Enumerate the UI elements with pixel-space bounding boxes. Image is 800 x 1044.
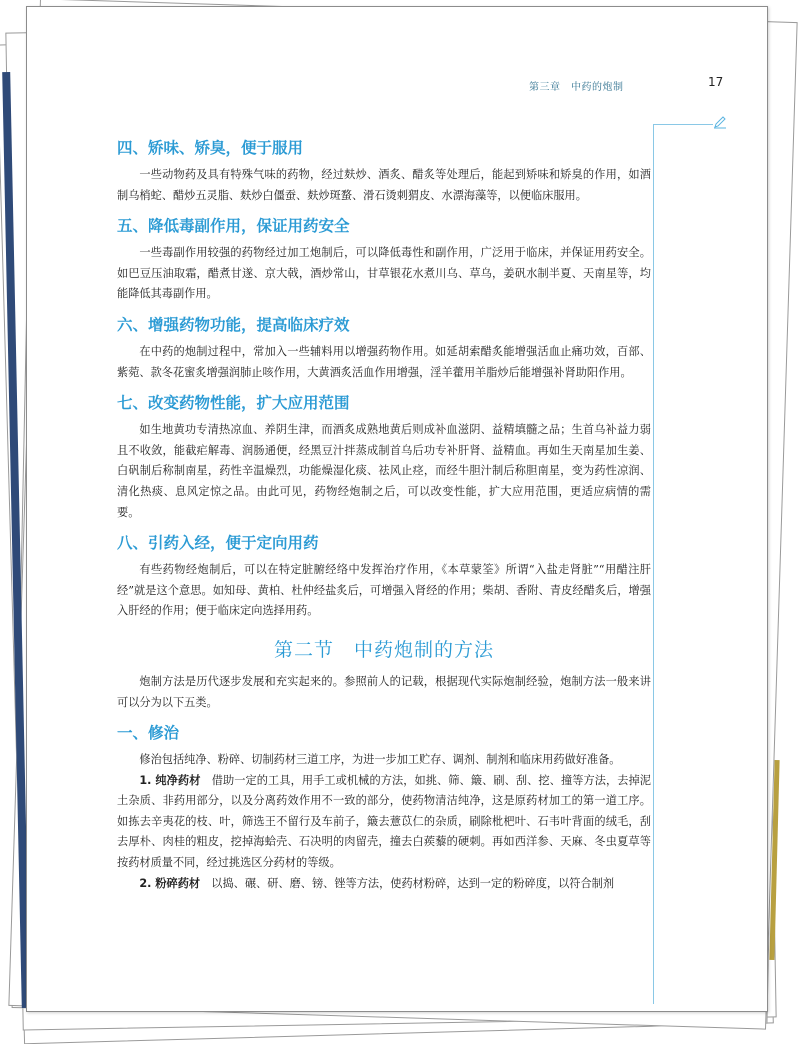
subsection-intro-paragraph: 修治包括纯净、粉碎、切制药材三道工序，为进一步加工贮存、调剂、制剂和临床用药做好准备。 bbox=[139, 753, 621, 767]
section-paragraph: 有些药物经炮制后，可以在特定脏腑经络中发挥治疗作用，《本草蒙筌》所谓“入盐走肾脏”“用醋注肝经”就是这个意思。如知母、黄柏、杜仲经盐炙后，可增强入肾经的作用；柴胡、香附、青皮经醋炙后，增强入肝经的作用；便于临床定向选择用药。 bbox=[117, 563, 651, 618]
pen-icon bbox=[713, 115, 727, 129]
running-header-title: 第三章 中药的炮制 bbox=[529, 82, 624, 93]
section-paragraph: 一些毒副作用较强的药物经过加工炮制后，可以降低毒性和副作用，广泛用于临床，并保证用药安全。如巴豆压油取霜，醋煮甘遂、京大戟，酒炒常山，甘草银花水煮川乌、草乌，姜矾水制半夏、天南星等，均能降低其毒副作用。 bbox=[117, 246, 651, 301]
numbered-item-label: 1. 纯净药材 bbox=[139, 773, 201, 787]
chapter-section-title: 第二节 中药炮制的方法 bbox=[273, 638, 494, 661]
numbered-item-text: 以捣、碾、研、磨、镑、锉等方法，使药材粉碎，达到一定的粉碎度，以符合制剂 bbox=[211, 876, 615, 890]
margin-rule-horizontal bbox=[653, 124, 713, 125]
numbered-item bbox=[117, 771, 651, 874]
section-paragraph: 如生地黄功专清热凉血、养阴生津，而酒炙成熟地黄后则成补血滋阴、益精填髓之品；生首乌补益力弱且不收敛，能截疟解毒、润肠通便，经黑豆汁拌蒸成制首乌后功专补肝肾、益精血。再如生天南星加生姜、白矾制后称制南星，药性辛温燥烈，功能燥湿化痰、祛风止痉，而经牛胆汁制后称胆南星，变为药性凉润、清化热痰、息风定惊之品。由此可见，药物经炮制之后，可以改变性能，扩大应用范围，更适应病情的需要。 bbox=[117, 423, 651, 519]
numbered-item-label: 2. 粉碎药材 bbox=[139, 876, 201, 890]
section-heading: 五、降低毒副作用，保证用药安全 bbox=[117, 217, 350, 236]
page-number: 17 bbox=[708, 75, 724, 89]
section-heading: 六、增强药物功能，提高临床疗效 bbox=[117, 315, 350, 334]
section-paragraph: 在中药的炮制过程中，常加入一些辅料用以增强药物作用。如延胡索醋炙能增强活血止痛功效，百部、紫菀、款冬花蜜炙增强润肺止咳作用，大黄酒炙活血作用增强，淫羊藿用羊脂炒后能增强补肾助阳作用。 bbox=[117, 344, 651, 379]
section-heading: 四、矫味、矫臭，便于服用 bbox=[117, 139, 304, 157]
margin-rule-vertical bbox=[653, 124, 654, 1004]
numbered-item bbox=[117, 874, 651, 895]
section-heading: 七、改变药物性能，扩大应用范围 bbox=[117, 394, 350, 413]
section-heading: 八、引药入经，便于定向用药 bbox=[117, 534, 319, 553]
section-paragraph: 一些动物药及具有特殊气味的药物，经过麸炒、酒炙、醋炙等处理后，能起到矫味和矫臭的作用，如酒制乌梢蛇、醋炒五灵脂、麸炒白僵蚕、麸炒斑蝥、滑石烫刺猬皮、水漂海藻等，以便临床服用。 bbox=[117, 168, 651, 202]
section-intro-paragraph: 炮制方法是历代逐步发展和充实起来的。参照前人的记载，根据现代实际炮制经验，炮制方法一般来讲可以分为以下五类。 bbox=[117, 674, 651, 709]
subsection-heading: 一、修治 bbox=[117, 724, 180, 743]
page-content bbox=[117, 128, 651, 894]
numbered-item-text: 借助一定的工具，用手工或机械的方法，如挑、筛、簸、刷、刮、挖、撞等方法，去掉泥土杂质、非药用部分，以及分离药效作用不一致的部分，使药物清洁纯净，这是原药材加工的第一道工序。如拣去辛夷花的枝、叶，筛选王不留行及车前子，簸去薏苡仁的杂质，刷除枇杷叶、石韦叶背面的绒毛，刮去厚朴、肉桂的粗皮，挖掉海蛤壳、石决明的肉留壳，撞去白蒺藜的硬刺。再如西洋参、天麻、冬虫夏草等按药材质量不同，经过挑选区分药材的等级。 bbox=[117, 773, 651, 870]
